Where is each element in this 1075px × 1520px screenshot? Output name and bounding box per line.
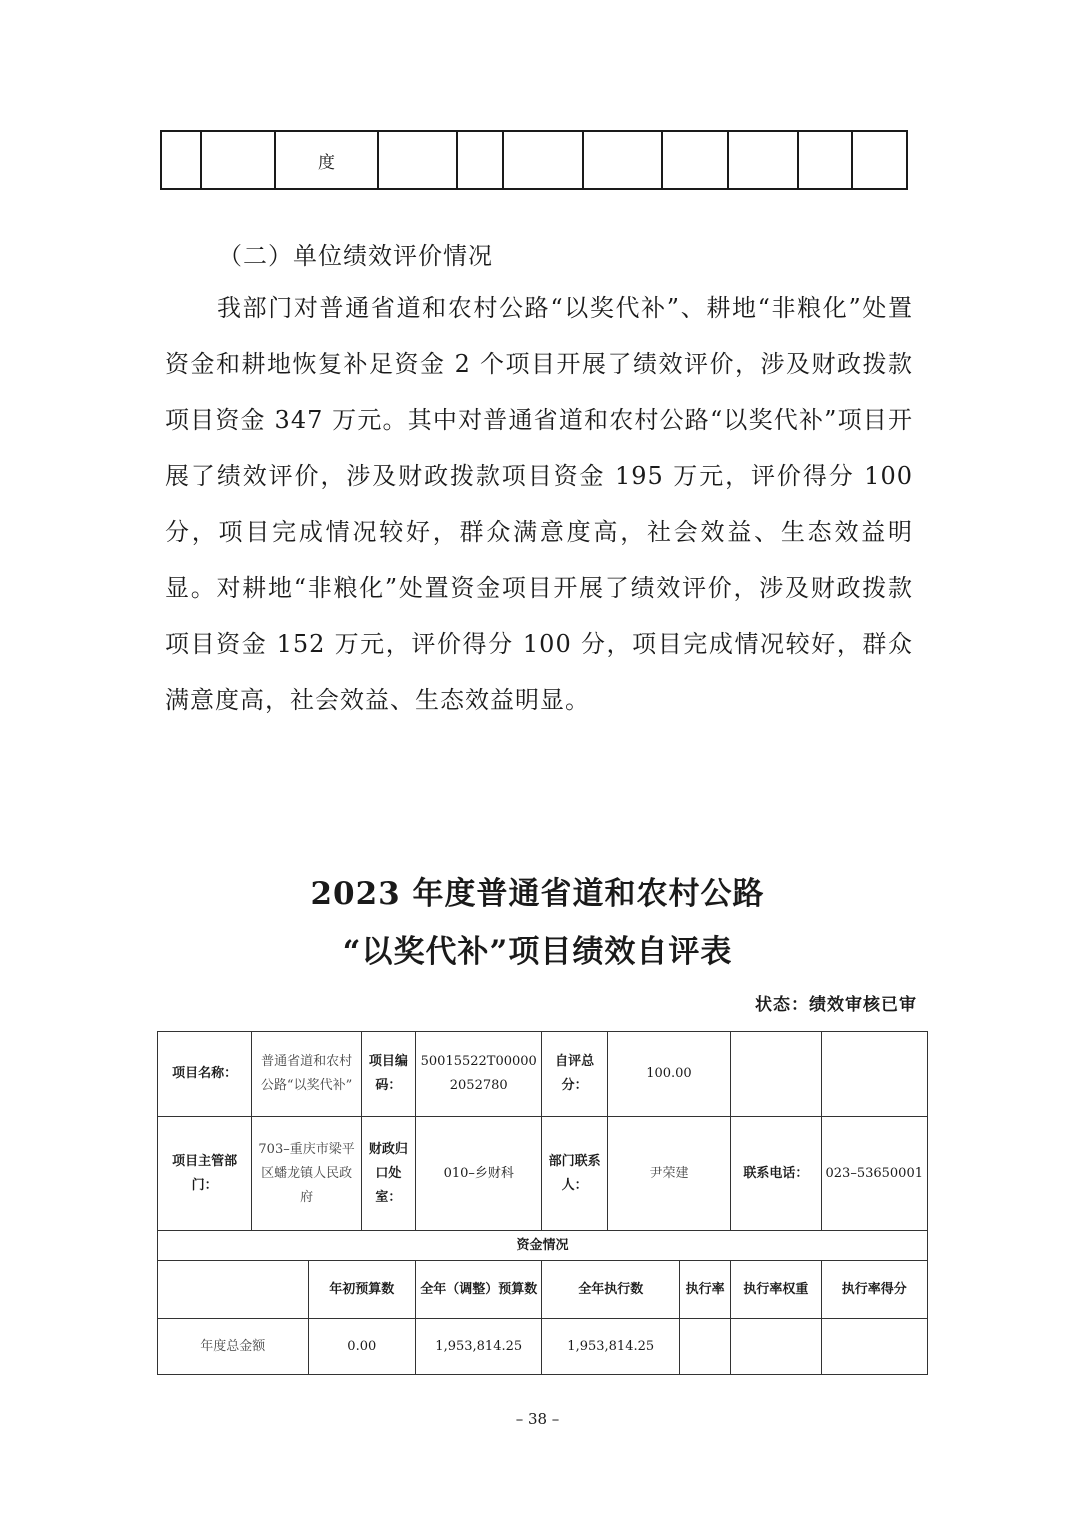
top-table-cell	[503, 131, 583, 189]
exec-rate-weight-value	[731, 1319, 821, 1375]
label-managing-dept: 项目主管部门：	[158, 1117, 252, 1231]
exec-rate-score-value	[821, 1319, 927, 1375]
col-exec-rate-score: 执行率得分	[821, 1261, 927, 1319]
paragraph-text: 我部门对普通省道和农村公路“以奖代补”、耕地“非粮化”处置资金和耕地恢复补足资金 2 个项目开展了绩效评价，涉及财政拨款项目资金 347 万元。其中对普通省道和农村公路“以奖代补”项目开展了绩效评价，涉及财政拨款项目资金 195 万元，评价得分 100 分，项目完成情况较好，群众满意度高，社会效益、生态效益明显。对耕地“非粮化”处置资金项目开展了绩效评价，涉及财政拨款项目资金 152 万元，评价得分 100 分，项目完成情况较好，群众满意度高，社会效益、生态效益明显。	[165, 294, 913, 714]
top-table-cell	[583, 131, 662, 189]
top-table-cell	[161, 131, 201, 189]
exec-rate-value	[679, 1319, 730, 1375]
top-table-cell	[662, 131, 728, 189]
finance-office: 010–乡财科	[415, 1117, 541, 1231]
label-dept-contact: 部门联系人：	[542, 1117, 607, 1231]
adjusted-budget-value: 1,953,814.25	[415, 1319, 541, 1375]
section-heading: （二）单位绩效评价情况	[218, 242, 493, 270]
top-partial-table	[160, 130, 908, 190]
top-table-cell-text: 度	[275, 131, 378, 189]
managing-dept: 703–重庆市梁平区蟠龙镇人民政府	[252, 1117, 361, 1231]
empty-cell	[821, 1032, 927, 1117]
col-exec-rate: 执行率	[679, 1261, 730, 1319]
top-table-cell	[201, 131, 275, 189]
funds-section-header: 资金情况	[158, 1231, 928, 1261]
table-title-line-2: “以奖代补”项目绩效自评表	[342, 934, 733, 970]
top-table-cell	[378, 131, 457, 189]
table-title-line-1: 2023 年度普通省道和农村公路	[310, 876, 765, 912]
body-paragraph	[165, 280, 913, 728]
label-finance-office: 财政归口处室：	[361, 1117, 415, 1231]
col-executed: 全年执行数	[542, 1261, 680, 1319]
label-project-code: 项目编码：	[361, 1032, 415, 1117]
self-score: 100.00	[607, 1032, 730, 1117]
phone: 023–53650001	[821, 1117, 927, 1231]
label-self-score: 自评总分：	[542, 1032, 607, 1117]
row-label-annual-total: 年度总金额	[158, 1319, 309, 1375]
performance-evaluation-table	[157, 1031, 928, 1375]
col-initial-budget: 年初预算数	[308, 1261, 415, 1319]
top-table-cell	[728, 131, 798, 189]
page-number: – 38 –	[515, 1410, 560, 1428]
empty-cell	[158, 1261, 309, 1319]
executed-value: 1,953,814.25	[542, 1319, 680, 1375]
label-phone: 联系电话：	[731, 1117, 821, 1231]
project-code: 50015522T000002052780	[415, 1032, 541, 1117]
project-name: 普通省道和农村公路“以奖代补”	[252, 1032, 361, 1117]
empty-cell	[731, 1032, 821, 1117]
initial-budget-value: 0.00	[308, 1319, 415, 1375]
top-table-cell	[457, 131, 503, 189]
col-exec-rate-weight: 执行率权重	[731, 1261, 821, 1319]
col-adjusted-budget: 全年（调整）预算数	[415, 1261, 541, 1319]
dept-contact: 尹荣建	[607, 1117, 730, 1231]
top-table-cell	[852, 131, 907, 189]
label-project-name: 项目名称：	[158, 1032, 252, 1117]
status-text: 状态：绩效审核已审	[755, 995, 917, 1015]
top-table-cell	[798, 131, 852, 189]
